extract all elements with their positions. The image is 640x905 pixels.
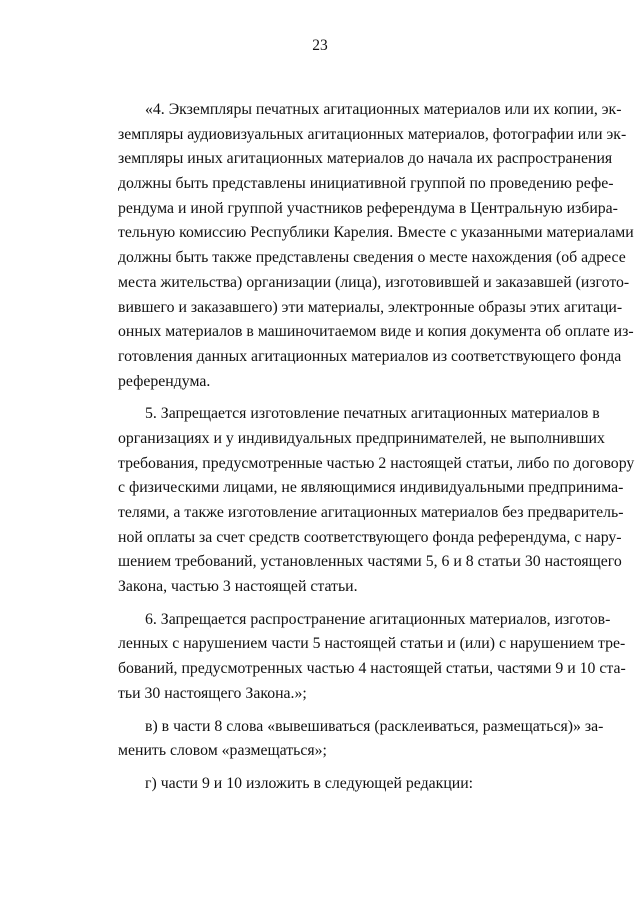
text-line: рендума и иной группой участников референдума в Центральную избира-	[118, 199, 618, 217]
text-line: г) части 9 и 10 изложить в следующей редакции:	[145, 774, 474, 792]
text-line: тельную комиссию Республики Карелия. Вместе с указанными материалами	[118, 224, 634, 242]
text-line: Закона, частью 3 настоящей статьи.	[118, 578, 358, 596]
paragraph-5	[118, 402, 635, 600]
paragraph-g	[118, 772, 596, 797]
text-line: онных материалов в машиночитаемом виде и копия документа об оплате из-	[118, 323, 634, 341]
text-line: менить словом «размещаться»;	[118, 742, 327, 760]
text-line: шением требований, установленных частями 5, 6 и 8 статьи 30 настоящего	[118, 553, 622, 571]
text-line: в) в части 8 слова «вывешиваться (расклеиваться, размещаться)» за-	[145, 717, 604, 735]
text-line: требования, предусмотренные частью 2 настоящей статьи, либо по договору	[118, 454, 635, 472]
paragraph-v	[118, 715, 604, 764]
text-line: 6. Запрещается распространение агитационных материалов, изготов-	[145, 610, 611, 628]
page-number: 23	[312, 37, 328, 54]
document-body	[118, 98, 635, 797]
text-line: вившего и заказавшего) эти материалы, электронные образы этих агитаци-	[118, 298, 623, 316]
text-line: земпляры аудиовизуальных агитационных материалов, фотографии или эк-	[118, 125, 627, 143]
text-line: должны быть также представлены сведения о месте нахождения (об адресе	[118, 249, 626, 267]
text-line: «4. Экземпляры печатных агитационных материалов или их копии, эк-	[145, 101, 622, 118]
text-line: тьи 30 настоящего Закона.»;	[118, 684, 307, 702]
text-line: референдума.	[118, 372, 211, 390]
paragraph-6	[118, 608, 626, 707]
text-line: с физическими лицами, не являющимися индивидуальными предпринима-	[118, 479, 624, 497]
text-line: бований, предусмотренных частью 4 настоящей статьи, частями 9 и 10 ста-	[118, 660, 626, 678]
text-line: места жительства) организации (лица), изготовившей и заказавшей (изгото-	[118, 273, 630, 291]
text-line: готовления данных агитационных материалов из соответствующего фонда	[118, 347, 622, 365]
text-line: должны быть представлены инициативной группой по проведению рефе-	[118, 175, 614, 193]
text-line: 5. Запрещается изготовление печатных агитационных материалов в	[145, 405, 600, 423]
text-line: ленных с нарушением части 5 настоящей статьи и (или) с нарушением тре-	[118, 635, 626, 653]
text-line: организациях и у индивидуальных предпринимателей, не выполнивших	[118, 429, 605, 447]
paragraph-4	[118, 98, 634, 394]
text-line: телями, а также изготовление агитационных материалов без предваритель-	[118, 504, 624, 521]
text-line: земпляры иных агитационных материалов до начала их распространения	[118, 150, 613, 168]
text-line: ной оплаты за счет средств соответствующего фонда референдума, с нару-	[118, 528, 622, 546]
